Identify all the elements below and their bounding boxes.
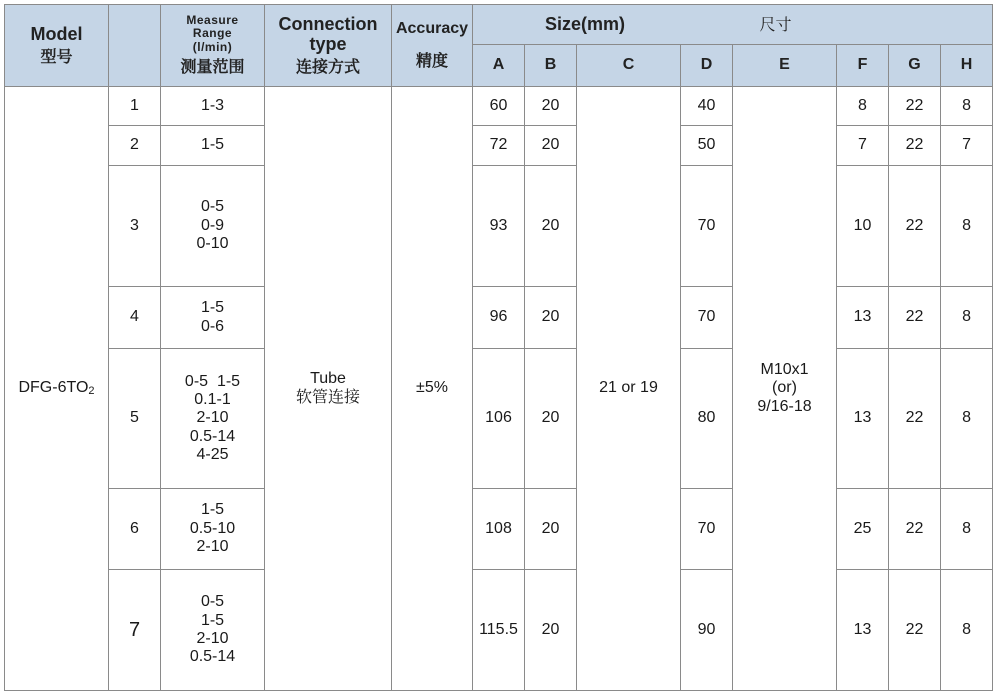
model-subscript: 2 — [88, 385, 95, 398]
range-cell — [161, 570, 265, 691]
d-value: 70 — [681, 489, 733, 570]
row-number: 5 — [109, 349, 161, 489]
table-row — [5, 489, 993, 570]
header-connection-line2: type — [309, 34, 347, 55]
g-value: 22 — [889, 489, 941, 570]
table-row — [5, 166, 993, 287]
c-value: 21 or 19 — [577, 87, 681, 691]
h-value: 8 — [941, 287, 993, 349]
header-col-h: H — [941, 45, 993, 87]
g-value: 22 — [889, 166, 941, 287]
connection-cell — [265, 87, 392, 691]
b-value: 20 — [525, 349, 577, 489]
header-col-b: B — [525, 45, 577, 87]
h-value: 8 — [941, 570, 993, 691]
b-value: 20 — [525, 570, 577, 691]
a-value: 72 — [473, 126, 525, 166]
range-value: 0.1-1 — [194, 390, 231, 408]
table-row — [5, 287, 993, 349]
range-value: 0-5 — [200, 198, 225, 216]
table-row — [5, 126, 993, 166]
header-col-g: G — [889, 45, 941, 87]
range-value: 4-25 — [196, 446, 229, 464]
header-connection-cn: 连接方式 — [295, 58, 360, 76]
h-value: 8 — [941, 166, 993, 287]
row-number: 1 — [109, 87, 161, 126]
g-value: 22 — [889, 126, 941, 166]
header-range-line3: (l/min) — [192, 40, 233, 55]
d-value: 90 — [681, 570, 733, 691]
header-size-en: Size(mm) — [545, 13, 626, 34]
f-value: 13 — [837, 287, 889, 349]
header-size — [473, 5, 993, 45]
table-row — [5, 87, 993, 126]
header-col-f: F — [837, 45, 889, 87]
range-value: 0.5-14 — [189, 648, 236, 666]
model-cell — [5, 87, 109, 691]
d-value: 40 — [681, 87, 733, 126]
table-row — [5, 349, 993, 489]
header-accuracy-en: Accuracy — [395, 20, 469, 38]
e-line2: (or) — [772, 379, 797, 397]
d-value: 70 — [681, 287, 733, 349]
spec-table — [4, 4, 993, 691]
connection-en: Tube — [310, 370, 346, 388]
header-accuracy-cn: 精度 — [415, 52, 448, 70]
range-cell — [161, 287, 265, 349]
range-value: 1-5 — [200, 299, 225, 317]
h-value: 7 — [941, 126, 993, 166]
e-line3: 9/16-18 — [757, 397, 812, 415]
d-value: 80 — [681, 349, 733, 489]
header-range-line1: Measure — [186, 12, 239, 27]
range-cell — [161, 489, 265, 570]
range-value: 1-5 — [200, 136, 225, 154]
header-connection — [265, 5, 392, 87]
h-value: 8 — [941, 489, 993, 570]
range-value: 0-6 — [200, 317, 225, 335]
range-cell — [161, 349, 265, 489]
header-col-a: A — [473, 45, 525, 87]
header-connection-line1: Connection — [278, 13, 378, 34]
header-range-cn: 测量范围 — [180, 59, 245, 76]
range-value: 0.5-14 — [189, 427, 236, 445]
b-value: 20 — [525, 489, 577, 570]
accuracy-cell: ±5% — [392, 87, 473, 691]
range-value: 1-3 — [200, 96, 225, 114]
model-name: DFG-6TO — [18, 379, 89, 397]
h-value: 8 — [941, 349, 993, 489]
e-line1: M10x1 — [760, 360, 809, 378]
b-value: 20 — [525, 287, 577, 349]
header-col-d: D — [681, 45, 733, 87]
f-value: 8 — [837, 87, 889, 126]
f-value: 10 — [837, 166, 889, 287]
a-value: 93 — [473, 166, 525, 287]
range-cell — [161, 126, 265, 166]
b-value: 20 — [525, 87, 577, 126]
d-value: 50 — [681, 126, 733, 166]
g-value: 22 — [889, 87, 941, 126]
range-value: 2-10 — [196, 630, 229, 647]
range-value: 2-10 — [196, 409, 229, 427]
range-cell — [161, 87, 265, 126]
row-number: 4 — [109, 287, 161, 349]
header-model — [5, 5, 109, 87]
f-value: 7 — [837, 126, 889, 166]
b-value: 20 — [525, 166, 577, 287]
range-value: 0-9 — [200, 216, 225, 234]
connection-cn: 软管连接 — [295, 388, 360, 406]
a-value: 115.5 — [473, 570, 525, 691]
e-cell — [733, 87, 837, 691]
header-number — [109, 5, 161, 87]
row-number: 6 — [109, 489, 161, 570]
a-value: 96 — [473, 287, 525, 349]
f-value: 13 — [837, 349, 889, 489]
header-col-c: C — [577, 45, 681, 87]
row-number: 7 — [109, 570, 161, 691]
g-value: 22 — [889, 349, 941, 489]
range-value: 1-5 — [200, 501, 225, 519]
range-value: 2-10 — [196, 538, 229, 556]
header-model-en: Model — [30, 23, 83, 44]
range-value: 1-5 — [200, 611, 225, 629]
g-value: 22 — [889, 287, 941, 349]
range-value: 0-10 — [196, 235, 229, 253]
header-size-cn: 尺寸 — [759, 16, 792, 34]
d-value: 70 — [681, 166, 733, 287]
header-accuracy — [392, 5, 473, 87]
range-value: 0.5-10 — [189, 519, 236, 537]
range-value: 0-5 — [200, 593, 225, 611]
row-number: 3 — [109, 166, 161, 287]
header-model-cn: 型号 — [40, 48, 73, 66]
a-value: 106 — [473, 349, 525, 489]
f-value: 25 — [837, 489, 889, 570]
g-value: 22 — [889, 570, 941, 691]
f-value: 13 — [837, 570, 889, 691]
header-range — [161, 5, 265, 87]
h-value: 8 — [941, 87, 993, 126]
range-value: 0-5 1-5 — [184, 372, 241, 390]
b-value: 20 — [525, 126, 577, 166]
header-col-e: E — [733, 45, 837, 87]
table-row — [5, 570, 993, 691]
row-number: 2 — [109, 126, 161, 166]
a-value: 60 — [473, 87, 525, 126]
range-cell — [161, 166, 265, 287]
a-value: 108 — [473, 489, 525, 570]
header-range-line2: Range — [192, 26, 233, 41]
